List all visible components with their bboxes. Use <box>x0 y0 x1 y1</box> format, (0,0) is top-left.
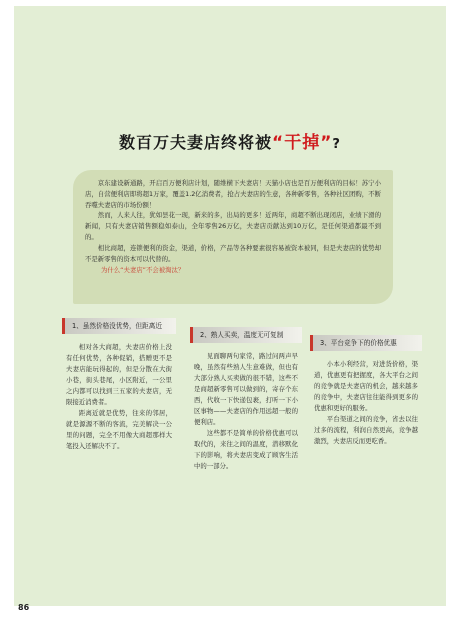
intro-question: 为什么“夫妻店”不会被淘汰？ <box>101 266 185 275</box>
section-paragraph: 距离近就是优势，往来的邻居，就是源源不断的客流，完美解决一公里的问题，完全不用像大商超那样大笔投入还解决不了。 <box>66 409 172 450</box>
section-heading: 1、虽然价格没优势，但距离近 <box>62 318 176 334</box>
section-paragraph: 见面聊两句家常，路过问两声早晚，虽然有些熟人生意难做，但也有大部分熟人买卖做的很不错，这些不是商超新零售可以做到的，寄存个东西，代收一下快递包裹，打听一下小区事物——夫妻店的作用远超一般的便利店。 <box>194 352 298 426</box>
section-heading: 2、熟人买卖，温度无可复制 <box>190 327 302 343</box>
title-quote-open: “ <box>272 133 285 153</box>
title-highlight: 干掉 <box>284 133 321 153</box>
intro-paragraph: 京东建设新通路，开启百万便利店计划，随维横下夫妻店！天猫小店也是百万便利店的目标！苏宁小店，自营便利店即将超1万家，覆盖1.2亿消费者，抢占夫妻店的生意，各种新零售，各种社区团购，不断吞噬夫妻店的市场份额！ <box>85 179 381 209</box>
section-paragraph: 平台渠道之间的竞争，省去以往过多的流程，利润自然更高，竞争越激烈，夫妻店反而更吃香。 <box>314 415 418 445</box>
section-paragraph: 相对各大商超，夫妻店价格上没有任何优势，各种促销，搭赠更不是夫妻店能玩得起的，但是分散在大街小巷，街头巷尾，小区附近，一公里之内都可以找到三五家的夫妻店，无限接近消费者。 <box>66 343 172 406</box>
title-quote-close: ” <box>320 133 333 153</box>
title-main: 数百万夫妻店终将被 <box>119 133 273 152</box>
article-title <box>0 128 460 158</box>
page-number: 86 <box>18 603 30 612</box>
section-paragraph: 这些都不是简单的价格优惠可以取代的，来往之间的温度，潜移默化下的影响，将夫妻店变成了顾客生活中的一部分。 <box>194 429 298 470</box>
intro-paragraph: 相比商超，连锁便利的资金，渠道，价格，产品等各种要素很容易被资本被同，但是夫妻店的优势却不是新零售的资本可以代替的。 <box>85 243 381 263</box>
magazine-page <box>14 6 446 606</box>
intro-box <box>73 170 393 304</box>
section-heading: 3、平台竞争下的价格优惠 <box>310 335 422 351</box>
section-column <box>310 335 422 447</box>
title-end: ? <box>332 137 341 152</box>
section-column <box>190 327 302 472</box>
section-paragraph: 小本小利经营，对进货价格，渠道，优惠更有把握度，各大平台之间的竞争就是夫妻店的机会，越来越多的竞争中，夫妻店往往能得到更多的优惠和更好的服务。 <box>314 360 418 412</box>
intro-paragraph: 然而，人来人往，犹如昙花一现，新来的多，出局的更多！近两年，商超不断出现闭店，业绩下滑的新闻，只有夫妻店销售额稳如泰山，全年零售26万亿，夫妻店贡献达到10万亿，是任何渠道都最不到的。 <box>85 211 381 241</box>
section-column <box>62 318 176 452</box>
